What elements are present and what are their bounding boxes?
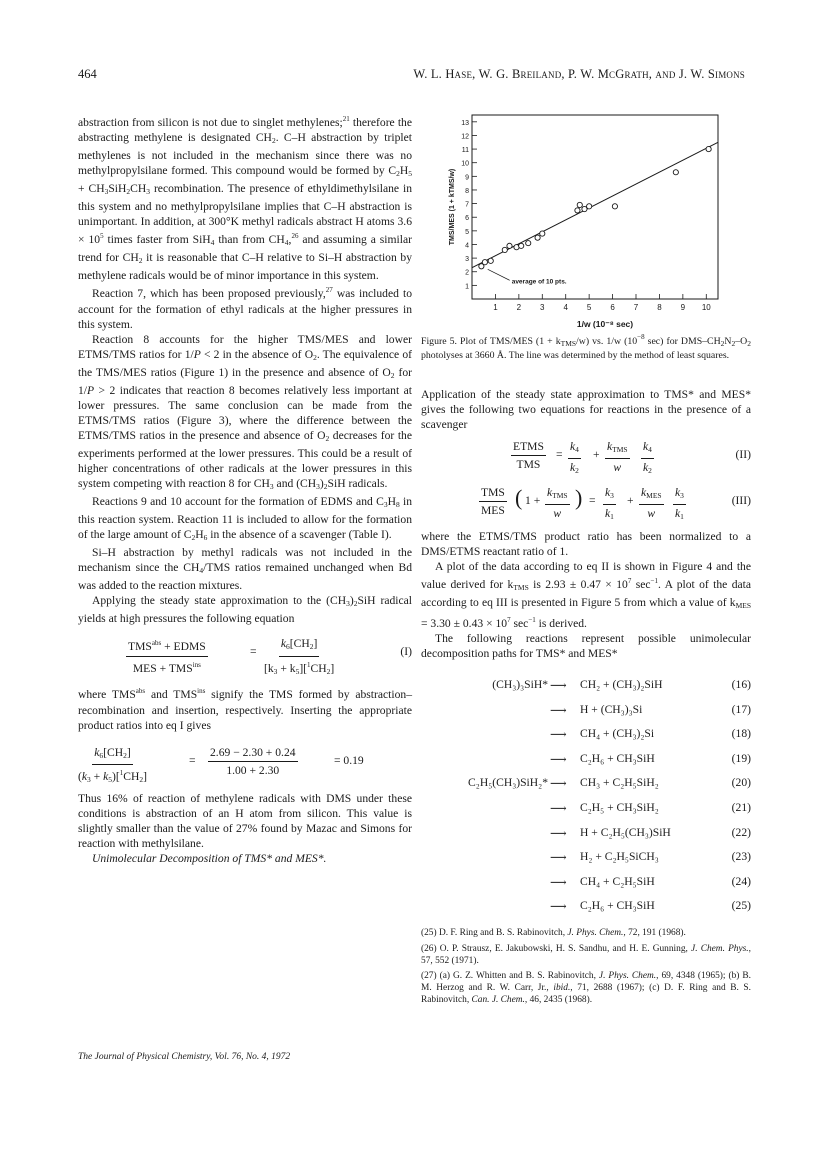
reaction-products: C₂H₆ + CH₃SiH [580,751,655,765]
data-point [587,204,592,209]
least-squares-line [472,142,718,267]
y-tick-label: 7 [465,201,469,209]
reaction-arrow: ⟶ [550,777,567,791]
equation-III: TMS MES ( 1 + $k_{TMS}$ w ) = $\frac{k_3}{k_1}$ + $k_{MES}$ w $\frac{k_3}{k_1}$ (III) [481,485,751,522]
data-point [577,202,582,207]
reference-27: (27) (a) G. Z. Whitten and B. S. Rabinovitch, J. Phys. Chem., 69, 4348 (1965); (b) B. M. Herzog and R. W. Carr, Jr., ibid., 71, 2688 (1967); (c) D. F. Ring and B. S. Rabinovitch, Can. J. Chem., 46, 2435 (1968). [421,971,751,1005]
figure-caption: Figure 5. Plot of TMS/MES $(1 + k_{TMS}/w)$ vs. 1/w ($10^{-8}$ sec) for DMS–$CH_2N_2-O_2$ photolyses at 3660 Å. The line was determined by the method of least squares. [421,333,751,361]
x-tick-label: 7 [633,303,639,312]
equation-II: ETMS TMS = $\frac{k_4}{k_2}$ + $k_{TMS}$ w $\frac{k_4}{k_2}$ (II) [513,440,751,476]
y-tick-label: 3 [465,256,469,264]
journal-footer: The Journal of Physical Chemistry, Vol. 76, No. 4, 1972 [78,1052,291,1062]
paragraph: Thus 16% of reaction of methylene radicals with DMS under these conditions is abstraction of an H atom from silicon. This value is slightly smaller than the value of 27% found by Mazac and Simons for reaction with methylsilane. [78,791,412,850]
y-tick-label: 11 [461,147,469,155]
reaction-products: H + C₂H₅(CH₃)SiH [580,825,671,839]
data-point [526,241,531,246]
reaction-products: CH₂ + (CH₃)₂SiH [580,678,663,691]
reaction-arrow: ⟶ [550,728,567,742]
x-tick-label: 9 [680,303,686,312]
reaction-number: (20) [731,776,751,790]
reaction-arrow: ⟶ [550,826,567,840]
paragraph: Reaction 7, which has been proposed previously,$^{27}$ was included to account for the formation of ethyl radicals at the higher pressures in this system. [78,286,413,331]
x-tick-label: 10 [701,303,711,312]
y-tick-label: 1 [465,283,469,291]
plot-frame [472,115,718,299]
x-tick-label: 8 [657,303,662,312]
paragraph: The following reactions represent possible unimolecular decomposition paths for TMS* and MES* [421,632,751,661]
x-tick-label: 2 [516,303,522,312]
paragraph: A plot of the data according to eq II is shown in Figure 4 and the value derived for $k_{TMS}$ is $2.93 \pm 0.47 \times 10^7$ $\sec^{-1}$. A plot of the data according to eq III is presented in Figure 5 from which a value of $k_{MES} = 3.30 \pm 0.43 \times 10^7$ $\sec^{-1}$ is derived. [421,560,752,631]
running-authors: W. L. Hase, W. G. Breiland, P. W. McGrath, and J. W. Simons [413,67,745,81]
reaction-18 [421,727,751,752]
paragraph: Si–H abstraction by methyl radicals was not included in the mechanism since the $CH_4$/TMS ratios remained unchanged when Bd was added to the reaction mixtures. [78,546,412,593]
reaction-number: (19) [731,751,751,765]
annotation-label: average of 10 pts. [511,278,567,286]
reaction-16 [421,678,751,703]
x-axis-label: 1/w (10⁻⁸ sec) [576,319,634,329]
data-point [535,235,540,240]
data-point [488,258,493,263]
reaction-19 [421,752,751,777]
reaction-arrow: ⟶ [550,679,567,692]
reaction-list [421,678,751,924]
reference-25: (25) D. F. Ring and B. S. Rabinovitch, J. Phys. Chem., 72, 191 (1968). [421,928,686,938]
equation-numeric: $\frac{k_6[CH_2]}{(k_3 + k_5)[^1CH_2]}$ = $\frac{2.69 - 2.30 + 0.24}{1.00 + 2.30}$ = 0.19 [78,745,364,784]
reaction-24 [421,875,751,900]
paragraph: where $TMS^{abs}$ and $TMS^{ins}$ signify the TMS formed by abstraction–recombination and insertion, respectively. Inserting the appropriate product ratios into eq I gives [78,687,413,732]
reaction-arrow: ⟶ [550,752,567,766]
reaction-arrow: ⟶ [550,801,567,815]
reaction-arrow: ⟶ [550,851,567,865]
paragraph: Reaction 8 accounts for the higher TMS/MES and lower ETMS/TMS ratios for 1/P < 2 in the absence of $O_2$. The equivalence of the TMS/MES ratios (Figure 1) in the presence and absence of $O_2$ for 1/P > 2 indicates that reaction 8 becomes relatively less important at lower pressures. The same conclusion can be made from the ETMS/TMS ratios (Figure 3), where the difference between the ETMS/TMS ratios in the presence and absence of $O_2$ decreases for the experiments performed at the lower pressures. This could be a result of higher concentrations of other radicals at the lower pressures in this system competing with reaction 8 for $CH_3$ and $(CH_3)_2SiH$ radicals. [78,332,412,492]
reference-26: (26) O. P. Strausz, E. Jakubowski, H. S. Sandhu, and H. E. Gunning, J. Chem. Phys., 57, 552 (1971). [421,943,751,966]
annotation-pointer [488,269,510,280]
reaction-23 [421,850,751,875]
reaction-products: H + (CH₃)₃Si [580,702,643,716]
y-tick-label: 6 [465,215,469,223]
paragraph: Reactions 9 and 10 account for the formation of EDMS and $C_3H_8$ in this reaction system. Reaction 11 is included to allow for the formation of the large amount of $C_2H_6$ in the absence of a scavenger (Table I). [78,495,412,543]
paragraph: abstraction from silicon is not due to singlet methylenes;$^{21}$ therefore the abstracting methylene is designated $CH_2$. C–H abstraction by triplet methylenes is not included in the mechanism since there was no methylpropylsilane formed. This compound would be formed by $C_2H_5 + CH_3SiH_2CH_3$ recombination. The presence of ethyldimethylsilane in this system and no methylpropylsilane implies that C–H abstraction is unimportant. In addition, at 300°K methyl radicals abstract H atoms $3.6 \times 10^5$ times faster from SiH$_4$ than from $CH_4,^{26}$ and assuming a similar trend for $CH_2$ it is reasonable that C–H relative to Si–H abstraction by methylene radicals would be of minor importance in this system. [78,115,413,283]
figure-5 [448,112,744,334]
reaction-20 [421,776,751,801]
data-point [482,260,487,265]
data-point [519,243,524,248]
data-point [540,231,545,236]
reaction-products: H₂ + C₂H₅SiCH₃ [580,850,659,864]
y-tick-label: 8 [465,187,469,195]
reaction-number: (21) [731,800,751,814]
paragraph: Applying the steady state approximation to the $(CH_3)_2SiH$ radical yields at high pressures the following equation [78,594,412,626]
section-subheading: Unimolecular Decomposition of TMS* and MES*. [92,851,327,865]
paragraph: where the ETMS/TMS product ratio has been normalized to a DMS/ETMS reactant ratio of 1. [421,530,751,559]
reaction-25 [421,899,751,924]
scatter-plot [448,112,744,334]
data-point [575,208,580,213]
x-tick-label: 1 [493,303,498,312]
y-tick-label: 13 [461,119,469,127]
y-tick-label: 5 [465,228,469,236]
data-point [673,170,678,175]
right-column [421,387,751,662]
reaction-17 [421,703,751,728]
x-tick-label: 5 [586,303,592,312]
x-tick-label: 3 [540,303,545,312]
equation-I: $TMS^{abs}$ + EDMS MES + $TMS^{ins}$ = $\frac{k_6[CH_2]}{[k_3 + k_5][^1CH_2]}$ (I) [128,637,412,676]
reaction-products: C₂H₆ + CH₃SiH [580,899,655,913]
reaction-reactant: C₂H₅(CH₃)SiH₂* [468,776,548,790]
reaction-reactant: (CH₃)₃SiH* [492,678,548,691]
reaction-products: CH₃ + C₂H₅SiH₂ [580,776,659,790]
data-point [507,243,512,248]
y-tick-label: 9 [465,174,469,182]
x-tick-label: 6 [610,303,615,312]
reaction-products: C₂H₅ + CH₃SiH₂ [580,800,659,814]
data-point [612,204,617,209]
page-header [78,67,745,87]
left-column [78,112,412,866]
y-tick-label: 4 [465,242,469,250]
reaction-21 [421,801,751,826]
y-tick-label: 2 [465,269,469,277]
reaction-number: (25) [731,899,751,913]
paragraph: Application of the steady state approximation to TMS* and MES* gives the following two equations for reactions in the presence of a scavenger [421,388,751,432]
y-axis-label: TMS/MES (1 + kTMS/w) [449,168,456,246]
reaction-products: CH₄ + (CH₃)₂Si [580,727,655,741]
reaction-number: (23) [731,850,751,864]
data-point [706,146,711,151]
reaction-arrow: ⟶ [550,875,567,889]
reaction-number: (22) [731,825,751,839]
reaction-number: (18) [731,727,751,741]
reaction-number: (17) [731,702,751,716]
y-tick-label: 12 [461,133,469,141]
x-tick-label: 4 [563,303,568,312]
reaction-number: (16) [731,678,751,691]
reaction-22 [421,826,751,851]
y-tick-label: 10 [461,160,469,168]
reaction-number: (24) [731,874,751,888]
reaction-arrow: ⟶ [550,703,567,717]
references [421,928,751,1011]
page-number: 464 [78,67,97,81]
reaction-products: CH₄ + C₂H₅SiH [580,874,655,888]
data-point [502,247,507,252]
reaction-arrow: ⟶ [550,900,567,914]
